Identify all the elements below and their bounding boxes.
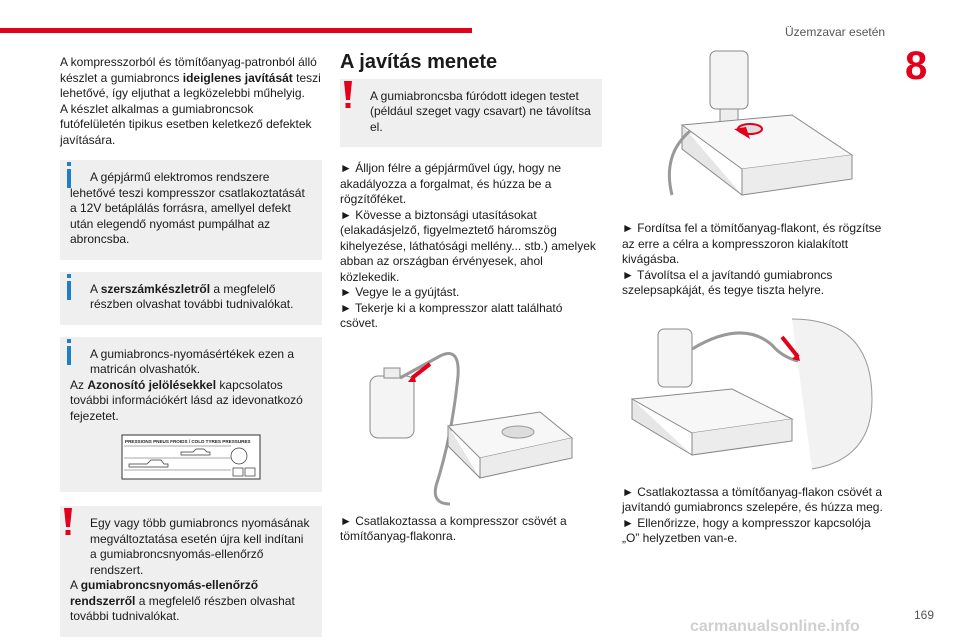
sealant-bottle-illustration [622, 45, 884, 205]
info-text-2: Az Azonosító jelölésekkel kapcsolatos további információkért lásd az idevonatkozó fejezetet. [70, 377, 303, 423]
step-2: ► Kövesse a biztonsági utasításokat (elakadásjelző, figyelmeztető háromszög kihelyezése, láthatósági mellény... stb.) amelyek abban az országban érvényesek, ahol közlekedik. [340, 207, 596, 284]
page-number: 169 [914, 608, 935, 622]
warning-text-2: A gumiabroncsnyomás-ellenőrző rendszerről a megfelelő részben olvashat további tudnivalókat. [70, 578, 295, 623]
step-9: ► Ellenőrizze, hogy a kompresszor kapcsolója „O” helyzetben van-e. [622, 515, 871, 545]
info-box-toolkit [60, 272, 322, 325]
column-2 [340, 51, 602, 545]
step-1: ► Álljon félre a gépjárművel úgy, hogy ne akadályozza a forgalmat, és húzza be a rögzítőféket. [340, 161, 562, 206]
step-5: ► Csatlakoztassa a kompresszor csövét a tömítőanyag-flakonra. [340, 513, 567, 543]
warning-text: A gumiabroncsba fúródott idegen testet (például szeget vagy csavart) ne távolítsa el. [370, 88, 591, 134]
intro-paragraph: A kompresszorból és tömítőanyag-patronból álló készlet a gumiabroncs ideiglenes javítását teszi lehetővé, így eljuthat a legközelebbi műhelyig. [60, 55, 321, 100]
chapter-number: 8 [905, 44, 928, 88]
info-box-pressure [60, 337, 322, 493]
warning-box-foreign-object [340, 79, 602, 148]
warning-text: Egy vagy több gumiabroncs nyomásának megváltoztatása esetén újra kell indítani a gumiabroncsnyomás-ellenőrző rendszert. [90, 516, 310, 577]
section-title: Üzemzavar esetén [785, 25, 886, 39]
watermark: carmanualsonline.info [690, 618, 860, 635]
header-accent-bar [0, 28, 472, 33]
info-text: A gépjármű elektromos rendszere lehetővé teszi kompresszor csatlakoztatását a 12V betáplálás forrásra, amellyel defekt után elegendő nyomást pumpálhat az abroncsba. [70, 170, 305, 246]
label-heading: PRESSIONS PNEUS FROIDS / COLD TYRES PRESSURES [125, 439, 251, 444]
step-7: ► Távolítsa el a javítandó gumiabroncs szelepsapkáját, és tegye tiszta helyre. [622, 267, 833, 297]
info-text: A gumiabroncs-nyomásértékek ezen a matricán olvashatók. [90, 346, 295, 376]
column-3 [622, 55, 884, 547]
step-3: ► Vegye le a gyújtást. [340, 285, 460, 299]
compressor-hose-illustration [340, 346, 602, 506]
step-4: ► Tekerje ki a kompresszor alatt található csövet. [340, 300, 563, 330]
intro-paragraph-2: A készlet alkalmas a gumiabroncsok futófelületén tipikus esetben keletkező defektek javítására. [60, 101, 312, 147]
info-text: A szerszámkészletről a megfelelő részben olvashat további tudnivalókat. [90, 281, 294, 311]
step-8: ► Csatlakoztassa a tömítőanyag-flakon csövét a javítandó gumiabroncs szelepére, és húzza meg. [622, 484, 883, 514]
tyre-valve-illustration [622, 309, 884, 479]
section-heading: A javítás menete [340, 51, 498, 73]
info-box-electrical [60, 160, 322, 260]
column-1 [60, 55, 322, 637]
step-6: ► Fordítsa fel a tömítőanyag-flakont, és rögzítse az erre a célra a kompresszoron kialakított kivágásba. [622, 221, 882, 266]
pressure-label-illustration [121, 434, 261, 480]
warning-box-tpms [60, 506, 322, 637]
